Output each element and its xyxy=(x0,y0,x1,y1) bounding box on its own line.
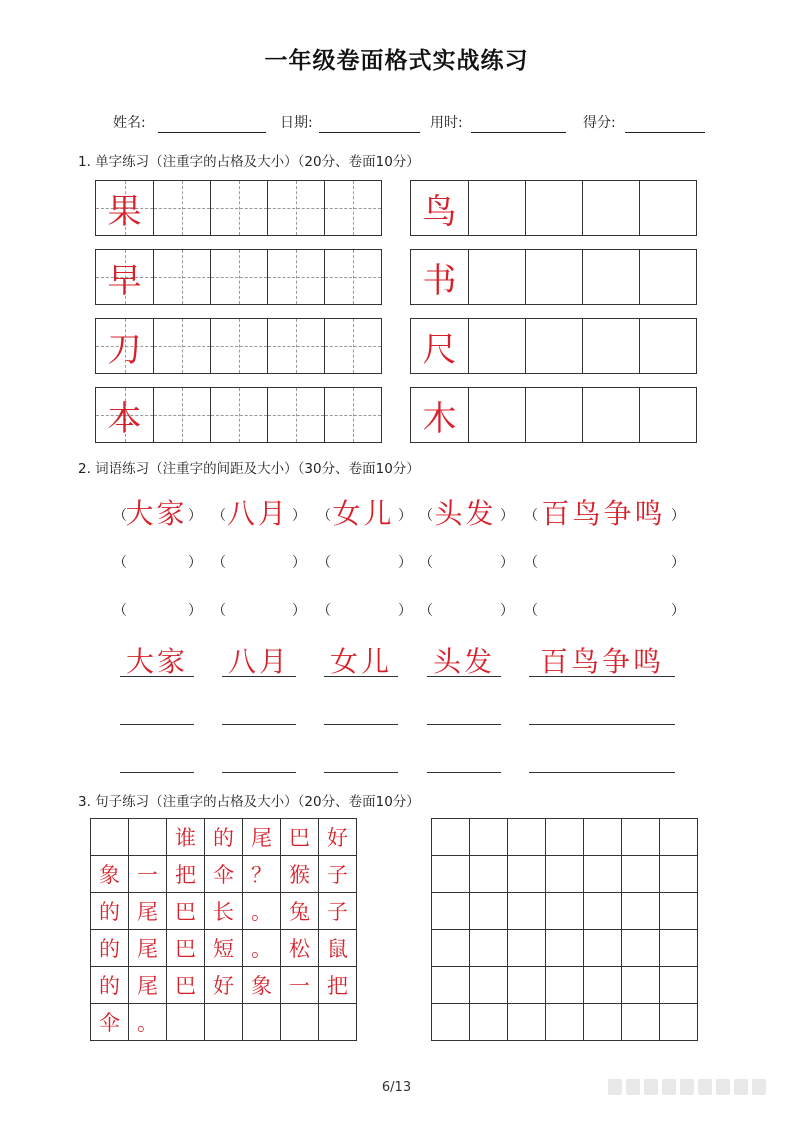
practice-cell[interactable] xyxy=(324,319,381,373)
practice-cell[interactable] xyxy=(210,319,267,373)
page-number: 6/13 xyxy=(381,1080,412,1095)
practice-cell[interactable] xyxy=(468,250,525,304)
practice-cell[interactable] xyxy=(324,250,381,304)
underlined-model-word: 八月 xyxy=(227,645,290,678)
blank-grid-cell[interactable] xyxy=(660,893,698,930)
practice-cell[interactable] xyxy=(639,181,696,235)
close-paren: ） xyxy=(671,508,685,524)
grid-cell xyxy=(91,819,129,856)
writing-line[interactable] xyxy=(324,724,398,725)
close-paren: ） xyxy=(292,508,306,524)
blank-grid-cell[interactable] xyxy=(432,893,470,930)
close-paren: ） xyxy=(292,603,306,619)
writing-line xyxy=(222,676,296,677)
word-blank[interactable] xyxy=(536,552,669,570)
score-label: 得分: xyxy=(583,115,616,131)
practice-cell[interactable] xyxy=(210,181,267,235)
close-paren: ） xyxy=(188,508,202,524)
word-blank[interactable] xyxy=(125,600,186,618)
grid-cell: 子 xyxy=(319,893,357,930)
practice-cell[interactable] xyxy=(525,181,582,235)
blank-grid-cell[interactable] xyxy=(508,930,546,967)
section-1-title: 1. 单字练习（注重字的占格及大小）（20分、卷面10分） xyxy=(78,154,420,170)
close-paren: ） xyxy=(671,603,685,619)
practice-cell[interactable] xyxy=(153,388,210,442)
model-word: 百鸟争鸣 xyxy=(541,497,666,530)
watermark-logo xyxy=(608,1076,768,1098)
practice-cell[interactable] xyxy=(468,388,525,442)
blank-grid-cell[interactable] xyxy=(660,930,698,967)
score-field[interactable] xyxy=(625,132,705,133)
sentence-grid-example xyxy=(90,818,357,1041)
model-char: 果 xyxy=(107,191,142,232)
blank-grid-cell[interactable] xyxy=(508,856,546,893)
date-label: 日期: xyxy=(280,115,313,131)
blank-grid-cell[interactable] xyxy=(622,930,660,967)
open-paren: （ xyxy=(317,603,331,619)
writing-line xyxy=(120,676,194,677)
writing-line[interactable] xyxy=(120,724,194,725)
char-row-left xyxy=(95,318,382,374)
grid-cell xyxy=(129,819,167,856)
blank-grid-cell[interactable] xyxy=(660,819,698,856)
blank-grid-cell[interactable] xyxy=(470,856,508,893)
open-paren: （ xyxy=(113,508,127,524)
practice-cell[interactable] xyxy=(267,319,324,373)
grid-cell: 尾 xyxy=(129,967,167,1004)
sentence-grid-blank[interactable] xyxy=(431,818,698,1041)
writing-line xyxy=(529,676,675,677)
model-char: 本 xyxy=(107,398,142,439)
underlined-model-word: 女儿 xyxy=(329,645,392,678)
grid-cell: 把 xyxy=(167,856,205,893)
blank-grid-cell[interactable] xyxy=(584,893,622,930)
blank-grid-cell[interactable] xyxy=(660,1004,698,1041)
grid-cell: 伞 xyxy=(205,856,243,893)
underlined-model-word: 百鸟争鸣 xyxy=(539,645,664,678)
writing-line[interactable] xyxy=(427,772,501,773)
writing-line[interactable] xyxy=(529,772,675,773)
model-char-cell xyxy=(96,250,153,304)
blank-grid-cell[interactable] xyxy=(470,967,508,1004)
grid-row xyxy=(91,1004,357,1041)
grid-cell: 把 xyxy=(319,967,357,1004)
name-label: 姓名: xyxy=(113,115,146,131)
grid-row xyxy=(432,930,698,967)
blank-grid-cell[interactable] xyxy=(546,967,584,1004)
blank-grid-cell[interactable] xyxy=(584,819,622,856)
word-blank[interactable] xyxy=(224,552,290,570)
blank-grid-cell[interactable] xyxy=(584,856,622,893)
practice-cell[interactable] xyxy=(468,181,525,235)
close-paren: ） xyxy=(398,603,412,619)
blank-grid-cell[interactable] xyxy=(584,1004,622,1041)
model-char-cell xyxy=(96,181,153,235)
blank-grid-cell[interactable] xyxy=(546,1004,584,1041)
blank-grid-cell[interactable] xyxy=(660,856,698,893)
grid-cell: 巴 xyxy=(167,893,205,930)
grid-cell: 伞 xyxy=(91,1004,129,1041)
model-char: 书 xyxy=(422,260,457,301)
grid-cell: 好 xyxy=(319,819,357,856)
practice-cell[interactable] xyxy=(639,250,696,304)
practice-cell[interactable] xyxy=(639,388,696,442)
model-char: 早 xyxy=(107,260,142,301)
grid-cell: 长 xyxy=(205,893,243,930)
practice-cell[interactable] xyxy=(210,388,267,442)
open-paren: （ xyxy=(419,508,433,524)
practice-cell[interactable] xyxy=(582,181,639,235)
open-paren: （ xyxy=(212,508,226,524)
writing-line[interactable] xyxy=(222,772,296,773)
practice-cell[interactable] xyxy=(582,250,639,304)
open-paren: （ xyxy=(113,603,127,619)
writing-line[interactable] xyxy=(222,724,296,725)
model-char-cell xyxy=(96,319,153,373)
section-3-title: 3. 句子练习（注重字的占格及大小）（20分、卷面10分） xyxy=(78,794,420,810)
grid-cell: 。 xyxy=(243,893,281,930)
model-char-cell xyxy=(96,388,153,442)
section-2-title: 2. 词语练习（注重字的间距及大小）（30分、卷面10分） xyxy=(78,461,420,477)
close-paren: ） xyxy=(500,555,514,571)
writing-line[interactable] xyxy=(120,772,194,773)
blank-grid-cell[interactable] xyxy=(470,1004,508,1041)
writing-line[interactable] xyxy=(529,724,675,725)
grid-row xyxy=(91,967,357,1004)
blank-grid-cell[interactable] xyxy=(622,967,660,1004)
blank-grid-cell[interactable] xyxy=(546,856,584,893)
model-char: 鸟 xyxy=(422,191,457,232)
char-row-right xyxy=(410,387,697,443)
blank-grid-cell[interactable] xyxy=(508,1004,546,1041)
blank-grid-cell[interactable] xyxy=(432,856,470,893)
model-word: 八月 xyxy=(226,497,289,530)
open-paren: （ xyxy=(212,555,226,571)
practice-cell[interactable] xyxy=(324,181,381,235)
open-paren: （ xyxy=(317,555,331,571)
grid-cell: 兔 xyxy=(281,893,319,930)
blank-grid-cell[interactable] xyxy=(508,819,546,856)
grid-row xyxy=(432,893,698,930)
time-label: 用时: xyxy=(430,115,463,131)
grid-row xyxy=(91,819,357,856)
writing-line[interactable] xyxy=(324,772,398,773)
practice-cell[interactable] xyxy=(210,250,267,304)
grid-cell: 的 xyxy=(91,967,129,1004)
writing-line[interactable] xyxy=(427,724,501,725)
grid-cell xyxy=(243,1004,281,1041)
blank-grid-cell[interactable] xyxy=(622,893,660,930)
blank-grid-cell[interactable] xyxy=(432,1004,470,1041)
grid-row xyxy=(91,893,357,930)
grid-cell: 的 xyxy=(205,819,243,856)
grid-cell: 尾 xyxy=(243,819,281,856)
writing-line xyxy=(324,676,398,677)
open-paren: （ xyxy=(524,603,538,619)
grid-cell: 一 xyxy=(281,967,319,1004)
grid-cell: 象 xyxy=(91,856,129,893)
blank-grid-cell[interactable] xyxy=(470,893,508,930)
word-blank[interactable] xyxy=(431,552,498,570)
grid-cell: 鼠 xyxy=(319,930,357,967)
grid-cell: 松 xyxy=(281,930,319,967)
model-char: 刀 xyxy=(107,329,142,370)
model-char: 木 xyxy=(422,398,457,439)
char-row-left xyxy=(95,387,382,443)
grid-cell: 一 xyxy=(129,856,167,893)
word-blank[interactable] xyxy=(536,600,669,618)
open-paren: （ xyxy=(524,508,538,524)
blank-grid-cell[interactable] xyxy=(432,967,470,1004)
close-paren: ） xyxy=(398,555,412,571)
open-paren: （ xyxy=(419,603,433,619)
grid-cell: 巴 xyxy=(281,819,319,856)
practice-cell[interactable] xyxy=(582,319,639,373)
word-blank[interactable] xyxy=(125,552,186,570)
char-row-right xyxy=(410,180,697,236)
open-paren: （ xyxy=(524,555,538,571)
blank-grid-cell[interactable] xyxy=(546,819,584,856)
word-blank[interactable] xyxy=(329,552,396,570)
open-paren: （ xyxy=(317,508,331,524)
model-word: 女儿 xyxy=(332,497,395,530)
grid-row xyxy=(432,1004,698,1041)
blank-grid-cell[interactable] xyxy=(508,967,546,1004)
practice-cell[interactable] xyxy=(153,181,210,235)
date-field[interactable] xyxy=(319,132,420,133)
model-word: 头发 xyxy=(434,497,497,530)
model-char: 尺 xyxy=(422,329,457,370)
time-field[interactable] xyxy=(471,132,566,133)
practice-cell[interactable] xyxy=(267,388,324,442)
grid-cell: 巴 xyxy=(167,967,205,1004)
practice-cell[interactable] xyxy=(525,388,582,442)
practice-cell[interactable] xyxy=(468,319,525,373)
grid-cell: ？ xyxy=(243,856,281,893)
blank-grid-cell[interactable] xyxy=(508,893,546,930)
grid-cell xyxy=(281,1004,319,1041)
grid-cell xyxy=(319,1004,357,1041)
writing-line xyxy=(427,676,501,677)
practice-cell[interactable] xyxy=(153,319,210,373)
practice-cell[interactable] xyxy=(525,250,582,304)
practice-cell[interactable] xyxy=(525,319,582,373)
grid-cell xyxy=(205,1004,243,1041)
blank-grid-cell[interactable] xyxy=(470,930,508,967)
blank-grid-cell[interactable] xyxy=(546,893,584,930)
grid-cell: 象 xyxy=(243,967,281,1004)
char-row-right xyxy=(410,249,697,305)
model-word: 大家 xyxy=(125,497,188,530)
close-paren: ） xyxy=(500,508,514,524)
word-blank[interactable] xyxy=(431,600,498,618)
model-char-cell xyxy=(411,388,468,442)
grid-cell: 尾 xyxy=(129,930,167,967)
practice-cell[interactable] xyxy=(267,250,324,304)
practice-cell[interactable] xyxy=(639,319,696,373)
grid-cell: 好 xyxy=(205,967,243,1004)
grid-cell: 谁 xyxy=(167,819,205,856)
open-paren: （ xyxy=(113,555,127,571)
char-row-left xyxy=(95,180,382,236)
practice-cell[interactable] xyxy=(267,181,324,235)
blank-grid-cell[interactable] xyxy=(622,856,660,893)
grid-row xyxy=(432,819,698,856)
grid-cell: 猴 xyxy=(281,856,319,893)
grid-row xyxy=(432,856,698,893)
grid-cell: 。 xyxy=(243,930,281,967)
grid-cell: 。 xyxy=(129,1004,167,1041)
word-blank[interactable] xyxy=(329,600,396,618)
close-paren: ） xyxy=(292,555,306,571)
grid-row xyxy=(91,856,357,893)
close-paren: ） xyxy=(188,555,202,571)
name-field[interactable] xyxy=(158,132,266,133)
open-paren: （ xyxy=(419,555,433,571)
close-paren: ） xyxy=(398,508,412,524)
close-paren: ） xyxy=(671,555,685,571)
grid-cell xyxy=(167,1004,205,1041)
blank-grid-cell[interactable] xyxy=(622,1004,660,1041)
underlined-model-word: 大家 xyxy=(125,645,188,678)
open-paren: （ xyxy=(212,603,226,619)
close-paren: ） xyxy=(500,603,514,619)
practice-cell[interactable] xyxy=(324,388,381,442)
grid-cell: 的 xyxy=(91,930,129,967)
blank-grid-cell[interactable] xyxy=(470,819,508,856)
blank-grid-cell[interactable] xyxy=(584,967,622,1004)
practice-cell[interactable] xyxy=(582,388,639,442)
practice-cell[interactable] xyxy=(153,250,210,304)
grid-cell: 的 xyxy=(91,893,129,930)
blank-grid-cell[interactable] xyxy=(660,967,698,1004)
close-paren: ） xyxy=(188,603,202,619)
model-char-cell xyxy=(411,181,468,235)
blank-grid-cell[interactable] xyxy=(432,819,470,856)
page-title: 一年级卷面格式实战练习 xyxy=(264,48,529,74)
blank-grid-cell[interactable] xyxy=(432,930,470,967)
grid-cell: 尾 xyxy=(129,893,167,930)
blank-grid-cell[interactable] xyxy=(546,930,584,967)
model-char-cell xyxy=(411,319,468,373)
underlined-model-word: 头发 xyxy=(432,645,495,678)
grid-row xyxy=(432,967,698,1004)
char-row-left xyxy=(95,249,382,305)
grid-cell: 短 xyxy=(205,930,243,967)
char-row-right xyxy=(410,318,697,374)
grid-cell: 子 xyxy=(319,856,357,893)
grid-row xyxy=(91,930,357,967)
blank-grid-cell[interactable] xyxy=(622,819,660,856)
blank-grid-cell[interactable] xyxy=(584,930,622,967)
word-blank[interactable] xyxy=(224,600,290,618)
grid-cell: 巴 xyxy=(167,930,205,967)
model-char-cell xyxy=(411,250,468,304)
